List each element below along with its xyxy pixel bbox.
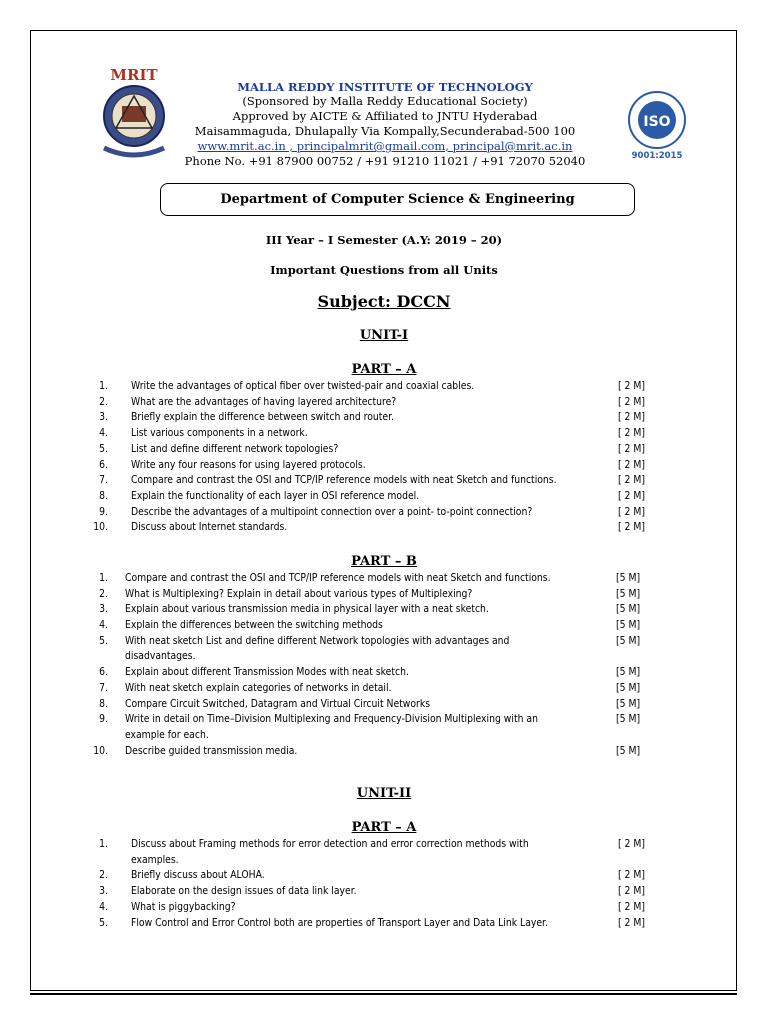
svg-text:MRIT: MRIT bbox=[110, 66, 158, 84]
question-number: 7. bbox=[99, 681, 108, 694]
question-number: 1. bbox=[99, 572, 108, 584]
question-marks: [5 M] bbox=[616, 634, 641, 647]
question-row bbox=[0, 665, 768, 681]
question-text-continued: examples. bbox=[131, 853, 179, 866]
question-row bbox=[0, 473, 768, 489]
question-marks: [ 2 M] bbox=[618, 411, 645, 424]
question-row bbox=[0, 900, 768, 916]
question-marks: [ 2 M] bbox=[618, 427, 645, 440]
question-number: 3. bbox=[99, 411, 108, 424]
question-marks: [5 M] bbox=[616, 666, 641, 679]
question-number: 8. bbox=[99, 697, 108, 710]
question-text: Explain the functionality of each layer in OSI reference model. bbox=[131, 489, 420, 502]
question-text: Briefly explain the difference between switch and router. bbox=[131, 411, 394, 424]
question-marks: [5 M] bbox=[616, 619, 641, 632]
question-text: With neat sketch List and define different Network topologies with advantages and bbox=[125, 634, 510, 647]
question-number: 4. bbox=[99, 900, 108, 913]
question-number: 4. bbox=[99, 619, 108, 632]
question-text: Write the advantages of optical fiber over twisted-pair and coaxial cables. bbox=[131, 380, 475, 392]
question-text: With neat sketch explain categories of networks in detail. bbox=[125, 681, 392, 694]
question-text: Discuss about Internet standards. bbox=[131, 521, 288, 534]
question-row bbox=[0, 379, 768, 395]
question-marks: [5 M] bbox=[616, 572, 641, 584]
question-text: What is Multiplexing? Explain in detail about various types of Multiplexing? bbox=[125, 587, 473, 600]
question-marks: [ 2 M] bbox=[618, 442, 645, 455]
unit1-partB-heading: PART – B bbox=[351, 554, 417, 569]
question-row bbox=[0, 681, 768, 697]
question-marks: [ 2 M] bbox=[618, 900, 645, 913]
question-text: What are the advantages of having layered architecture? bbox=[131, 395, 397, 408]
question-marks: [ 2 M] bbox=[618, 916, 645, 929]
address-line: Maisammaguda, Dhulapally Via Kompally,Secunderabad-500 100 bbox=[194, 124, 576, 138]
question-marks: [ 2 M] bbox=[618, 395, 645, 408]
question-text: Discuss about Framing methods for error detection and error correction methods with bbox=[131, 838, 529, 850]
question-text: Explain about various transmission media in physical layer with a neat sketch. bbox=[125, 603, 489, 616]
question-marks: [ 2 M] bbox=[618, 458, 645, 471]
question-text: What is piggybacking? bbox=[131, 900, 236, 913]
question-text: Flow Control and Error Control both are properties of Transport Layer and Data Link Layer. bbox=[131, 916, 548, 929]
question-number: 6. bbox=[99, 666, 108, 679]
question-row bbox=[0, 442, 768, 458]
question-number: 5. bbox=[99, 442, 108, 455]
department-title: Department of Computer Science & Engineering bbox=[160, 183, 635, 216]
question-marks: [ 2 M] bbox=[618, 838, 645, 850]
question-row bbox=[0, 634, 768, 665]
unit1-heading: UNIT-I bbox=[359, 328, 409, 343]
question-marks: [5 M] bbox=[616, 713, 641, 726]
semester-line: III Year – I Semester (A.Y: 2019 – 20) bbox=[265, 233, 503, 247]
question-row bbox=[0, 395, 768, 411]
question-marks: [5 M] bbox=[616, 681, 641, 694]
question-text: Write in detail on Time–Division Multiplexing and Frequency-Division Multiplexing with an bbox=[125, 713, 538, 726]
question-marks: [5 M] bbox=[616, 587, 641, 600]
question-text-continued: disadvantages. bbox=[125, 650, 196, 663]
question-marks: [ 2 M] bbox=[618, 474, 645, 487]
question-number: 4. bbox=[99, 427, 108, 440]
question-text: List various components in a network. bbox=[131, 427, 308, 440]
question-number: 1. bbox=[99, 838, 108, 850]
question-row bbox=[0, 426, 768, 442]
question-row bbox=[0, 837, 768, 868]
question-row bbox=[0, 916, 768, 932]
question-text: Explain the differences between the switching methods bbox=[125, 619, 383, 632]
sponsor-line: (Sponsored by Malla Reddy Educational Society) bbox=[242, 94, 528, 108]
question-row bbox=[0, 712, 768, 743]
question-text: Elaborate on the design issues of data link layer. bbox=[131, 885, 357, 898]
page-border-bottom bbox=[30, 993, 737, 995]
question-number: 2. bbox=[99, 587, 108, 600]
question-text: Describe guided transmission media. bbox=[125, 744, 298, 757]
question-number: 10. bbox=[93, 744, 108, 757]
question-number: 9. bbox=[99, 505, 108, 518]
question-row bbox=[0, 410, 768, 426]
subject-title: Subject: DCCN bbox=[317, 292, 451, 311]
important-questions-heading: Important Questions from all Units bbox=[270, 263, 498, 277]
question-marks: [ 2 M] bbox=[618, 380, 645, 392]
question-text: Write any four reasons for using layered protocols. bbox=[131, 458, 366, 471]
institute-name: MALLA REDDY INSTITUTE OF TECHNOLOGY bbox=[237, 80, 533, 94]
question-row bbox=[0, 571, 768, 587]
question-text: Briefly discuss about ALOHA. bbox=[131, 869, 265, 882]
question-row bbox=[0, 697, 768, 713]
question-text: Explain about different Transmission Modes with neat sketch. bbox=[125, 666, 409, 679]
institute-logo-icon bbox=[96, 66, 172, 162]
question-row bbox=[0, 587, 768, 603]
question-row bbox=[0, 884, 768, 900]
question-number: 7. bbox=[99, 474, 108, 487]
question-number: 5. bbox=[99, 634, 108, 647]
question-number: 10. bbox=[93, 521, 108, 534]
iso-logo-icon bbox=[625, 90, 689, 160]
question-number: 8. bbox=[99, 489, 108, 502]
question-row bbox=[0, 618, 768, 634]
unit2-partA-heading: PART – A bbox=[351, 820, 417, 835]
svg-text:ISO: ISO bbox=[643, 114, 671, 130]
question-row bbox=[0, 458, 768, 474]
question-marks: [ 2 M] bbox=[618, 885, 645, 898]
question-text: List and define different network topologies? bbox=[131, 442, 339, 455]
question-number: 1. bbox=[99, 380, 108, 392]
contact-links[interactable]: www.mrit.ac.in , principalmrit@gmail.com, principal@mrit.ac.in bbox=[197, 139, 573, 153]
question-row bbox=[0, 520, 768, 536]
svg-text:9001:2015: 9001:2015 bbox=[631, 151, 683, 160]
question-number: 5. bbox=[99, 916, 108, 929]
question-text: Compare and contrast the OSI and TCP/IP reference models with neat Sketch and functions. bbox=[125, 572, 551, 584]
question-text: Compare Circuit Switched, Datagram and Virtual Circuit Networks bbox=[125, 697, 431, 710]
question-marks: [ 2 M] bbox=[618, 489, 645, 502]
question-text-continued: example for each. bbox=[125, 728, 209, 741]
question-row bbox=[0, 602, 768, 618]
question-row bbox=[0, 744, 768, 760]
question-text: Compare and contrast the OSI and TCP/IP reference models with neat Sketch and functions. bbox=[131, 474, 557, 487]
question-marks: [ 2 M] bbox=[618, 505, 645, 518]
question-number: 9. bbox=[99, 713, 108, 726]
question-marks: [5 M] bbox=[616, 744, 641, 757]
question-number: 2. bbox=[99, 869, 108, 882]
question-marks: [ 2 M] bbox=[618, 521, 645, 534]
phone-line: Phone No. +91 87900 00752 / +91 91210 11021 / +91 72070 52040 bbox=[184, 154, 586, 168]
unit1-partA-heading: PART – A bbox=[351, 362, 417, 377]
question-row bbox=[0, 505, 768, 521]
question-row bbox=[0, 868, 768, 884]
question-number: 3. bbox=[99, 885, 108, 898]
question-marks: [ 2 M] bbox=[618, 869, 645, 882]
unit2-heading: UNIT-II bbox=[356, 786, 412, 801]
question-number: 6. bbox=[99, 458, 108, 471]
approval-line: Approved by AICTE & Affiliated to JNTU Hyderabad bbox=[232, 109, 538, 123]
question-marks: [5 M] bbox=[616, 603, 641, 616]
question-number: 2. bbox=[99, 395, 108, 408]
question-row bbox=[0, 489, 768, 505]
question-text: Describe the advantages of a multipoint connection over a point- to-point connection? bbox=[131, 505, 533, 518]
question-marks: [5 M] bbox=[616, 697, 641, 710]
question-number: 3. bbox=[99, 603, 108, 616]
